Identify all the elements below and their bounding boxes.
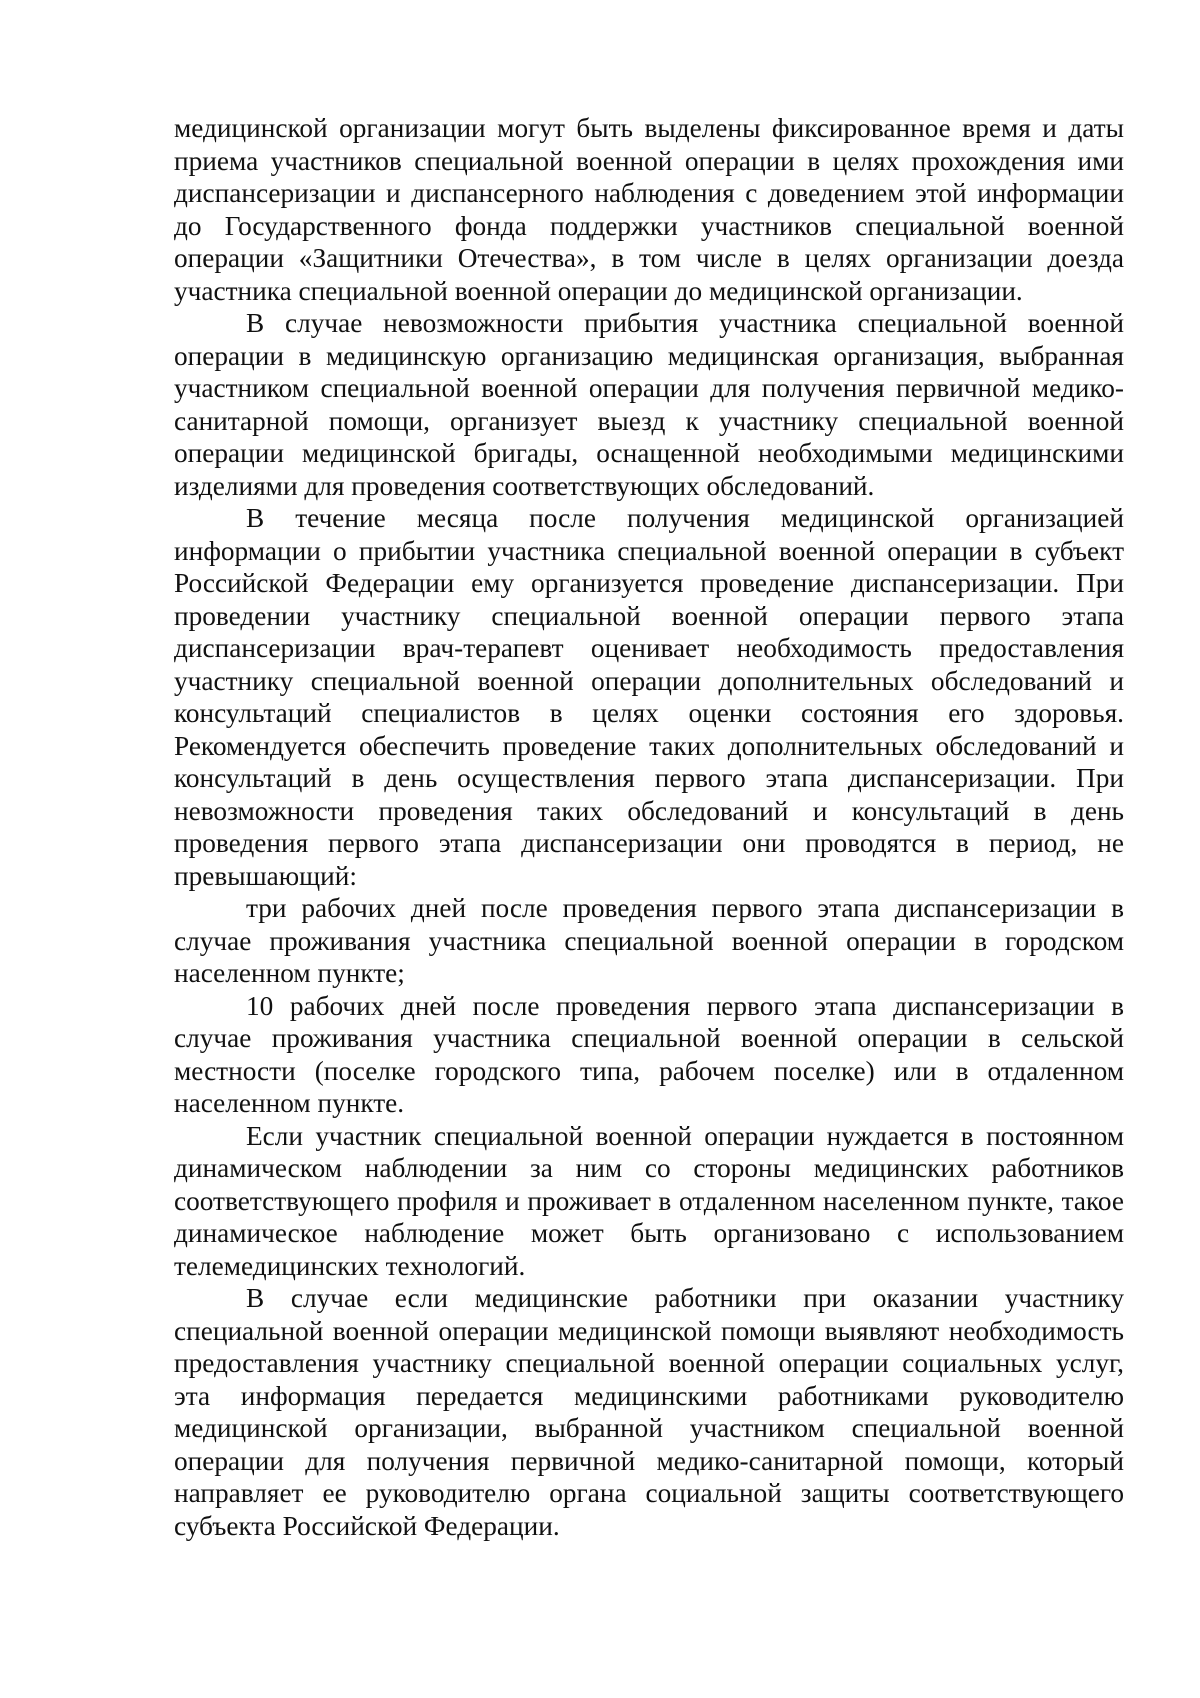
paragraph-rural-term: 10 рабочих дней после проведения первого этапа диспансеризации в случае проживания участника специальной военной операции в сельской местности (поселке городского типа, рабочем поселке) или в отдаленном населенном пункте. bbox=[174, 990, 1124, 1118]
document-page bbox=[174, 112, 1124, 1542]
paragraph-social-services: В случае если медицинские работники при оказании участнику специальной военной операции медицинской помощи выявляют необходимость предоставления участнику специальной военной операции социальных услуг, эта информация передается медицинскими работниками руководителю медицинской организации, выбранной участником специальной военной операции для получения первичной медико-санитарной помощи, который направляет ее руководителю органа социальной защиты соответствующего субъекта Российской Федерации. bbox=[174, 1283, 1124, 1541]
paragraph-continuation: медицинской организации могут быть выделены фиксированное время и даты приема участников специальной военной операции в целях прохождения ими диспансеризации и диспансерного наблюдения с доведением этой информации до Государственного фонда поддержки участников специальной военной операции «Защитники Отечества», в том числе в целях организации доезда участника специальной военной операции до медицинской организации. bbox=[174, 113, 1124, 306]
paragraph-telemedicine: Если участник специальной военной операции нуждается в постоянном динамическом наблюдении за ним со стороны медицинских работников соответствующего профиля и проживает в отдаленном населенном пункте, такое динамическое наблюдение может быть организовано с использованием телемедицинских технологий. bbox=[174, 1120, 1124, 1281]
paragraph-urban-term: три рабочих дней после проведения первого этапа диспансеризации в случае проживания участника специальной военной операции в городском населенном пункте; bbox=[174, 893, 1124, 988]
paragraph-dispensarization: В течение месяца после получения медицинской организацией информации о прибытии участника специальной военной операции в субъект Российской Федерации ему организуется проведение диспансеризации. При проведении участнику специальной военной операции первого этапа диспансеризации врач-терапевт оценивает необходимость предоставления участнику специальной военной операции дополнительных обследований и консультаций специалистов в целях оценки состояния его здоровья. Рекомендуется обеспечить проведение таких дополнительных обследований и консультаций в день осуществления первого этапа диспансеризации. При невозможности проведения таких обследований и консультаций в день проведения первого этапа диспансеризации они проводятся в период, не превышающий: bbox=[174, 503, 1124, 891]
paragraph-home-visit: В случае невозможности прибытия участника специальной военной операции в медицинскую организацию медицинская организация, выбранная участником специальной военной операции для получения первичной медико-санитарной помощи, организует выезд к участнику специальной военной операции медицинской бригады, оснащенной необходимыми медицинскими изделиями для проведения соответствующих обследований. bbox=[174, 308, 1124, 501]
